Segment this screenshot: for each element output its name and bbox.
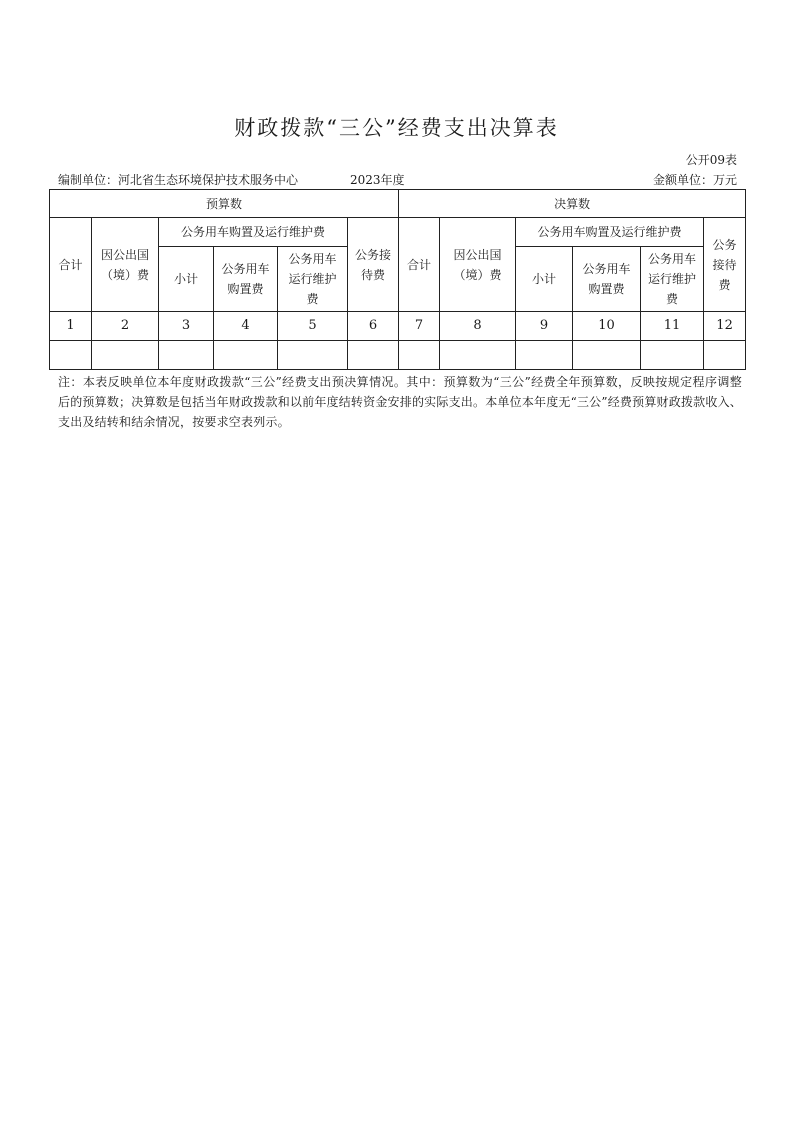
empty-cell [641, 341, 704, 370]
final-group-header: 决算数 [399, 190, 746, 218]
page-title: 财政拨款“三公”经费支出决算表 [234, 116, 559, 140]
final-abroad-label: 因公出国（境）费 [453, 247, 502, 282]
col-number: 7 [399, 312, 440, 341]
budget-vehicle-purchase-header [214, 247, 278, 312]
group-header-row [50, 190, 746, 218]
final-abroad-header [440, 218, 516, 312]
budget-vehicle-group-header: 公务用车购置及运行维护费 [159, 218, 348, 247]
col-number: 3 [159, 312, 214, 341]
budget-vehicle-operation-label: 公务用车运行维护费 [288, 252, 337, 306]
money-unit: 金额单位：万元 [652, 173, 737, 187]
budget-abroad-header [92, 218, 159, 312]
sub-header-row [50, 218, 746, 247]
col-number: 2 [92, 312, 159, 341]
budget-total-header: 合计 [50, 218, 92, 312]
empty-cell [92, 341, 159, 370]
budget-reception-label: 公务接待费 [355, 247, 392, 282]
meta-row [56, 171, 737, 187]
col-number: 8 [440, 312, 516, 341]
expense-table [49, 189, 746, 370]
col-number: 11 [641, 312, 704, 341]
footnote: 注：本表反映单位本年度财政拨款“三公”经费支出预决算情况。其中：预算数为“三公”经费全年预算数，反映按规定程序调整后的预算数；决算数是包括当年财政拨款和以前年度结转资金安排的实际支出。本单位本年度无“三公”经费预算财政拨款收入、支出及结转和结余情况，按要求空表列示。 [58, 375, 742, 429]
final-reception-label: 公务接待费 [712, 237, 737, 292]
column-number-row [50, 312, 746, 341]
empty-cell [278, 341, 348, 370]
budget-reception-header [348, 218, 399, 312]
col-number: 9 [516, 312, 573, 341]
col-number: 10 [573, 312, 641, 341]
final-vehicle-purchase-header [573, 247, 641, 312]
budget-vehicle-purchase-label: 公务用车购置费 [221, 262, 270, 296]
final-vehicle-purchase-label: 公务用车购置费 [582, 262, 631, 296]
empty-cell [399, 341, 440, 370]
col-number: 5 [278, 312, 348, 341]
table-number: 公开09表 [685, 153, 737, 167]
empty-cell [348, 341, 399, 370]
empty-cell [214, 341, 278, 370]
final-subtotal-header: 小计 [516, 247, 573, 312]
col-number: 6 [348, 312, 399, 341]
col-number: 1 [50, 312, 92, 341]
empty-data-row [50, 341, 746, 370]
budget-group-header: 预算数 [50, 190, 399, 218]
report-year: 2023年度 [350, 173, 405, 187]
compiling-unit: 编制单位：河北省生态环境保护技术服务中心 [58, 173, 299, 187]
empty-cell [159, 341, 214, 370]
empty-cell [573, 341, 641, 370]
budget-vehicle-operation-header [278, 247, 348, 312]
empty-cell [516, 341, 573, 370]
col-number: 12 [704, 312, 746, 341]
final-total-header: 合计 [399, 218, 440, 312]
final-vehicle-operation-label: 公务用车运行维护费 [648, 252, 697, 306]
empty-cell [440, 341, 516, 370]
col-number: 4 [214, 312, 278, 341]
budget-subtotal-header: 小计 [159, 247, 214, 312]
final-vehicle-group-header: 公务用车购置及运行维护费 [516, 218, 704, 247]
budget-abroad-label: 因公出国（境）费 [100, 247, 149, 282]
empty-cell [704, 341, 746, 370]
final-reception-header [704, 218, 746, 312]
empty-cell [50, 341, 92, 370]
final-vehicle-operation-header [641, 247, 704, 312]
